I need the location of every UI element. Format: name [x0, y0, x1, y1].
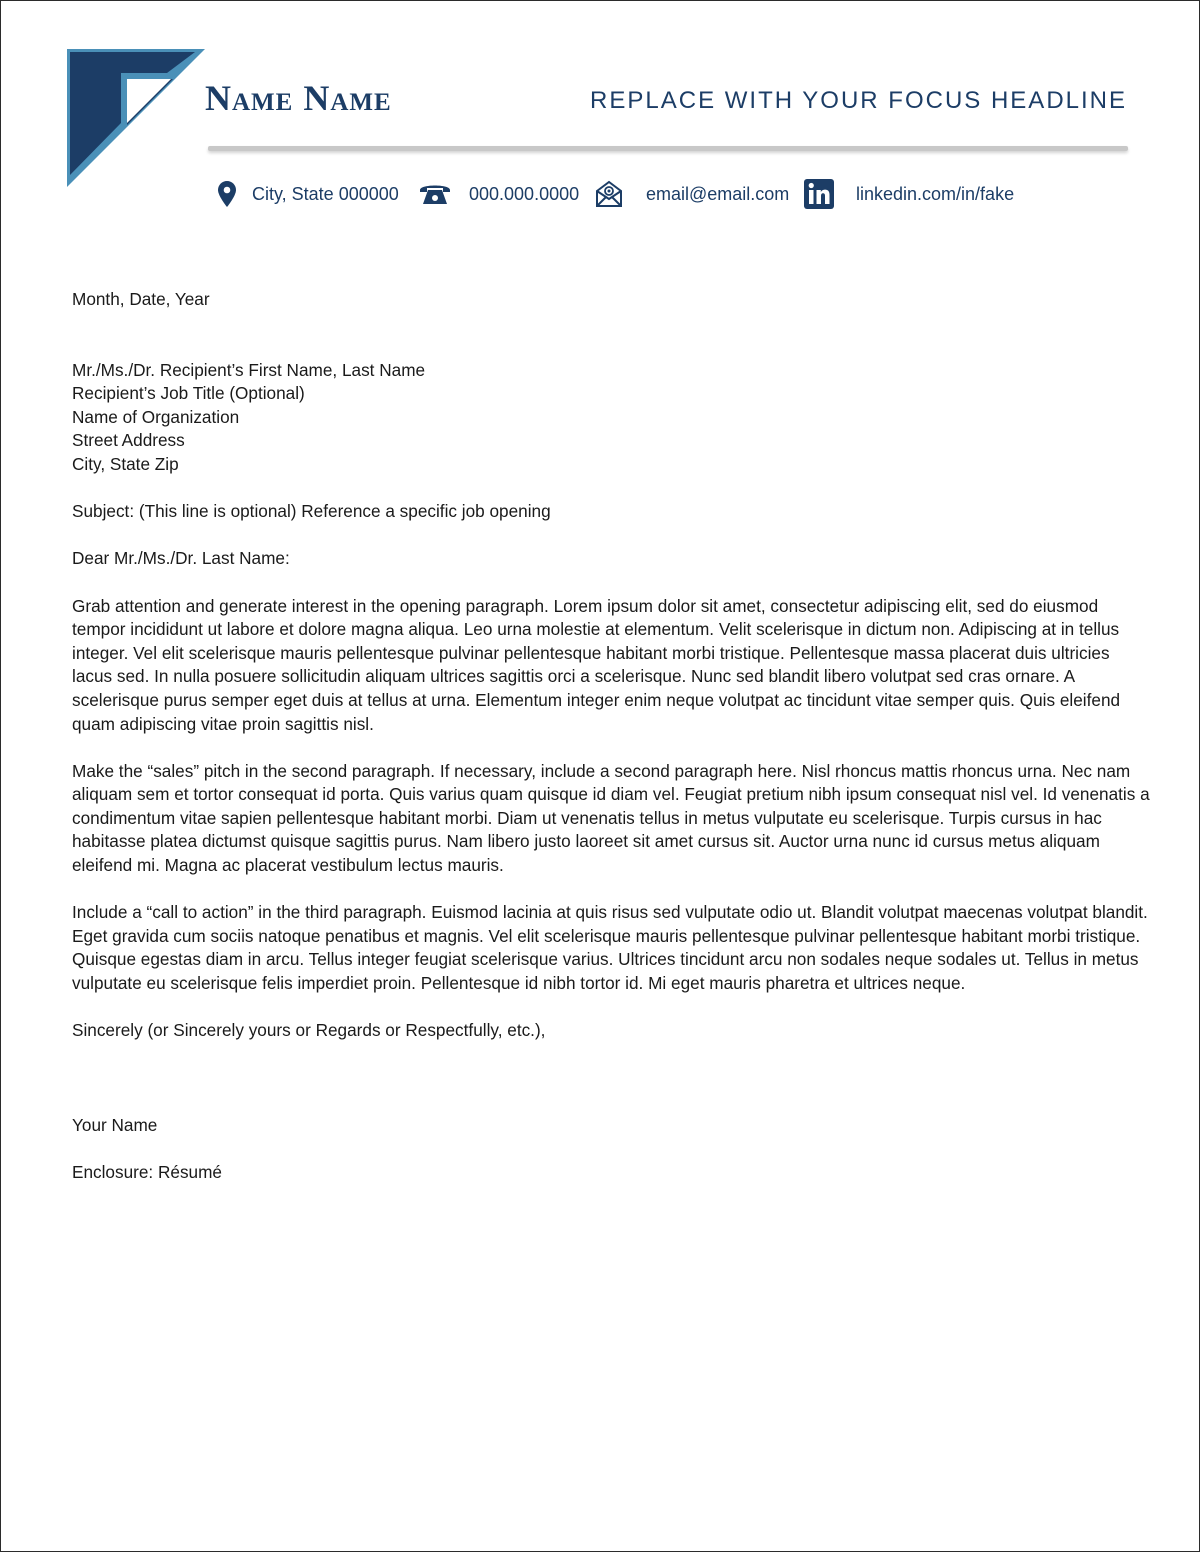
paragraph-sales-pitch: [72, 760, 1150, 878]
header-divider: [208, 146, 1128, 151]
phone-icon: [419, 182, 451, 206]
subject-line: Subject: (This line is optional) Reference a specific job opening: [72, 501, 551, 522]
paragraph-line: eleifend mi. Magna ac placerat vestibulum lectus mauris.: [72, 855, 504, 876]
paragraph-line: scelerisque purus semper eget duis at tellus at urna. Elementum integer enim neque volutpat ac tincidunt vitae semper quis. Quis eleifend: [72, 689, 1121, 710]
recipient-line: Name of Organization: [72, 406, 240, 427]
contact-location: [218, 177, 399, 211]
location-pin-icon: [218, 181, 236, 207]
paragraph-line: tempor incididunt ut labore et dolore magna aliqua. Leo urna molestie at elementum. Velit scelerisque in dictum non. Adipiscing at in tellus: [72, 619, 1120, 640]
email-icon: [595, 180, 623, 208]
paragraph-line: habitasse platea dictumst quisque sagittis purus. Nam libero justo laoreet sit amet cursus sit. Auctor urna nunc id cursus metus aliquam: [72, 831, 1100, 852]
paragraph-line: Quisque egestas diam in arcu. Tellus integer feugiat scelerisque varius. Ultrices tincidunt arcu non sodales neque sodales ut. Tellus in metus: [72, 949, 1139, 970]
applicant-name: Name Name: [205, 78, 392, 118]
paragraph-line: integer. Vel elit scelerisque mauris pellentesque pulvinar pellentesque habitant morbi tristique. Pellentesque massa placerat duis ultricies: [72, 642, 1110, 663]
focus-headline: REPLACE WITH YOUR FOCUS HEADLINE: [590, 87, 1127, 114]
salutation: Dear Mr./Ms./Dr. Last Name:: [72, 548, 290, 569]
paragraph-line: aliquam sem et tortor consequat id porta. Quis varius quam quisque id diam vel. Feugiat pretium nibh ipsum consequat nisl vel. Id venenatis a: [72, 784, 1150, 805]
paragraph-line: lacus sed. In nulla posuere sollicitudin aliquam ultrices sagittis orci a scelerisque. Nunc sed blandit libero volutpat sed cras ornare. A: [72, 666, 1076, 687]
recipient-line: City, State Zip: [72, 453, 179, 474]
recipient-block: [72, 359, 1132, 477]
linkedin-text[interactable]: linkedin.com/in/fake: [856, 184, 1015, 204]
recipient-line: Mr./Ms./Dr. Recipient’s First Name, Last Name: [72, 359, 426, 380]
contact-email[interactable]: [595, 177, 789, 211]
signature-name: Your Name: [72, 1114, 158, 1135]
linkedin-icon: [804, 179, 834, 209]
contact-phone: [419, 177, 579, 211]
phone-text: 000.000.0000: [469, 184, 580, 204]
paragraph-line: vulputate eu scelerisque felis imperdiet proin. Pellentesque id nibh tortor id. Mi eget mauris pharetra et ultrices neque.: [72, 973, 966, 994]
email-text[interactable]: email@email.com: [646, 184, 790, 204]
corner-logo-icon: [67, 49, 205, 187]
paragraph-line: Include a “call to action” in the third paragraph. Euismod lacinia at quis risus sed vulputate odio ut. Blandit volutpat maecenas volutpat blandit.: [72, 902, 1148, 923]
contact-linkedin[interactable]: [804, 177, 1014, 211]
paragraph-call-to-action: [72, 901, 1148, 995]
closing: Sincerely (or Sincerely yours or Regards or Respectfully, etc.),: [72, 1020, 546, 1041]
recipient-line: Street Address: [72, 430, 185, 451]
paragraph-line: Eget gravida cum sociis natoque penatibus et magnis. Vel elit scelerisque mauris pellentesque pulvinar pellentesque habitant morbi tristique.: [72, 925, 1141, 946]
paragraph-opening: [72, 595, 1132, 737]
recipient-line: Recipient’s Job Title (Optional): [72, 383, 305, 404]
paragraph-line: quam adipiscing vitae proin sagittis nisl.: [72, 713, 374, 734]
letter-body: [72, 288, 1150, 1184]
paragraph-line: condimentum vitae sapien pellentesque habitant morbi. Diam ut venenatis tellus in metus vulputate eu scelerisque. Turpis cursus in hac: [72, 807, 1102, 828]
paragraph-line: Grab attention and generate interest in the opening paragraph. Lorem ipsum dolor sit amet, consectetur adipiscing elit, sed do eiusmod: [72, 595, 1099, 616]
enclosure-line: Enclosure: Résumé: [72, 1161, 222, 1182]
paragraph-line: Make the “sales” pitch in the second paragraph. If necessary, include a second paragraph here. Nisl rhoncus mattis rhoncus urna. Nec nam: [72, 760, 1131, 781]
location-text: City, State 000000: [252, 184, 399, 204]
letter-date: Month, Date, Year: [72, 289, 210, 309]
